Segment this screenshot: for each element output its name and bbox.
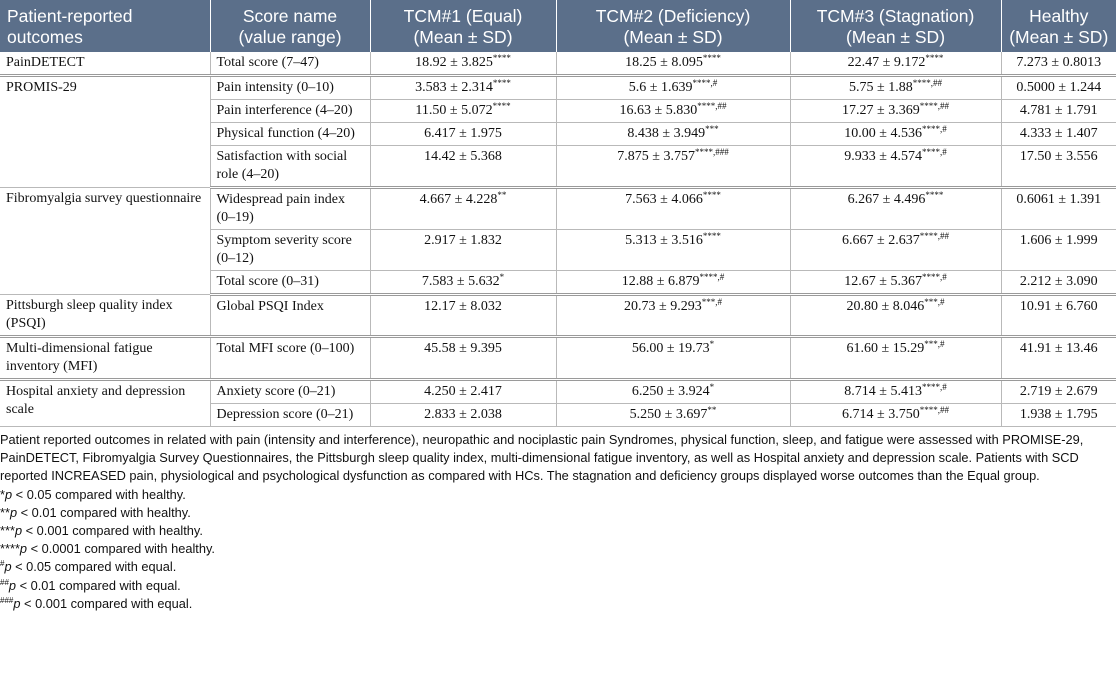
tcm3-value-cell bbox=[790, 337, 1001, 380]
footnote-line bbox=[0, 486, 1116, 504]
p-symbol: p bbox=[14, 523, 23, 539]
tcm3-significance: **** bbox=[925, 53, 944, 63]
tcm3-significance: ****,## bbox=[919, 101, 949, 111]
p-symbol: p bbox=[4, 486, 13, 502]
tcm2-value: 7.563 ± 4.066 bbox=[625, 192, 703, 207]
tcm1-value: 45.58 ± 9.395 bbox=[424, 341, 502, 356]
tcm2-significance: **** bbox=[702, 190, 721, 200]
outcome-cell: Pittsburgh sleep quality index (PSQI) bbox=[0, 295, 210, 337]
header-tcm3-line1: TCM#3 (Stagnation) bbox=[816, 6, 975, 26]
tcm3-value: 20.80 ± 8.046 bbox=[846, 299, 925, 314]
tcm2-value-cell bbox=[556, 230, 790, 271]
tcm3-significance: **** bbox=[925, 190, 944, 200]
tcm3-significance: ****,# bbox=[921, 272, 947, 282]
tcm3-significance: ****,## bbox=[912, 78, 942, 88]
tcm3-value-cell bbox=[790, 230, 1001, 271]
tcm1-value-cell bbox=[370, 380, 556, 404]
footnote-line bbox=[0, 540, 1116, 558]
healthy-value-cell: 0.6061 ± 1.391 bbox=[1001, 188, 1116, 230]
tcm2-value-cell bbox=[556, 146, 790, 188]
tcm1-value-cell bbox=[370, 295, 556, 337]
footnote-mark: ** bbox=[0, 504, 10, 520]
tcm2-value-cell bbox=[556, 52, 790, 76]
tcm3-value-cell bbox=[790, 188, 1001, 230]
p-symbol: p bbox=[9, 504, 18, 520]
header-score-line2: (value range) bbox=[238, 27, 342, 47]
table-row bbox=[0, 295, 1116, 337]
footnote-text: < 0.05 compared with healthy. bbox=[12, 486, 186, 502]
tcm2-value: 5.313 ± 3.516 bbox=[625, 233, 703, 248]
footnote-line bbox=[0, 504, 1116, 522]
tcm3-value: 12.67 ± 5.367 bbox=[844, 274, 922, 289]
tcm1-significance: ** bbox=[497, 190, 507, 200]
tcm3-value-cell bbox=[790, 271, 1001, 295]
healthy-value-cell: 2.212 ± 3.090 bbox=[1001, 271, 1116, 295]
tcm3-value-cell bbox=[790, 146, 1001, 188]
score-name-cell: Pain interference (4–20) bbox=[210, 100, 370, 123]
tcm1-significance: **** bbox=[492, 53, 511, 63]
footnote-mark: ### bbox=[0, 595, 14, 605]
footnote-line bbox=[0, 522, 1116, 540]
table-body bbox=[0, 52, 1116, 427]
healthy-value-cell: 4.781 ± 1.791 bbox=[1001, 100, 1116, 123]
tcm2-value-cell bbox=[556, 123, 790, 146]
tcm1-value: 6.417 ± 1.975 bbox=[424, 126, 502, 141]
tcm1-value-cell bbox=[370, 337, 556, 380]
tcm1-value-cell bbox=[370, 230, 556, 271]
tcm1-value: 12.17 ± 8.032 bbox=[424, 299, 502, 314]
header-tcm2-line2: (Mean ± SD) bbox=[623, 27, 723, 47]
tcm3-value: 5.75 ± 1.88 bbox=[849, 80, 913, 95]
header-tcm3-line2: (Mean ± SD) bbox=[845, 27, 946, 47]
footnote-mark: * bbox=[0, 486, 5, 502]
header-score-name bbox=[210, 0, 370, 52]
header-outcomes-line1: Patient-reported bbox=[7, 6, 133, 26]
tcm3-significance: ****,# bbox=[921, 382, 947, 392]
tcm3-value: 17.27 ± 3.369 bbox=[842, 103, 920, 118]
tcm2-value-cell bbox=[556, 380, 790, 404]
tcm2-significance: * bbox=[709, 382, 715, 392]
footnote-text: < 0.0001 compared with healthy. bbox=[27, 541, 215, 557]
p-symbol: p bbox=[4, 559, 12, 575]
tcm3-value: 6.267 ± 4.496 bbox=[847, 192, 926, 207]
tcm3-value-cell bbox=[790, 76, 1001, 100]
p-symbol: p bbox=[8, 577, 17, 593]
tcm2-value: 6.250 ± 3.924 bbox=[631, 384, 710, 399]
score-name-cell: Total MFI score (0–100) bbox=[210, 337, 370, 380]
footnote-mark: *** bbox=[0, 523, 15, 539]
header-score-line1: Score name bbox=[242, 6, 338, 26]
score-name-cell: Physical function (4–20) bbox=[210, 123, 370, 146]
tcm2-significance: ****,# bbox=[699, 272, 725, 282]
score-name-cell: Satisfaction with social role (4–20) bbox=[210, 146, 370, 188]
tcm1-significance: **** bbox=[492, 78, 511, 88]
healthy-value-cell: 1.938 ± 1.795 bbox=[1001, 404, 1116, 427]
tcm3-value-cell bbox=[790, 295, 1001, 337]
tcm2-significance: **** bbox=[702, 231, 721, 241]
healthy-value-cell: 4.333 ± 1.407 bbox=[1001, 123, 1116, 146]
footnote-mark: # bbox=[0, 559, 5, 569]
tcm2-value-cell bbox=[556, 100, 790, 123]
tcm3-value: 61.60 ± 15.29 bbox=[846, 341, 925, 356]
tcm1-value-cell bbox=[370, 100, 556, 123]
tcm1-value: 14.42 ± 5.368 bbox=[424, 149, 502, 164]
tcm2-significance: *** bbox=[705, 124, 719, 134]
header-row bbox=[0, 0, 1116, 52]
p-symbol: p bbox=[13, 595, 21, 611]
tcm2-significance: ****,### bbox=[694, 147, 729, 157]
tcm2-value: 20.73 ± 9.293 bbox=[624, 299, 702, 314]
header-tcm2-line1: TCM#2 (Deficiency) bbox=[595, 6, 751, 26]
score-name-cell: Widespread pain index (0–19) bbox=[210, 188, 370, 230]
tcm1-significance: * bbox=[499, 272, 505, 282]
tcm2-value: 12.88 ± 6.879 bbox=[621, 274, 700, 289]
score-name-cell: Total score (0–31) bbox=[210, 271, 370, 295]
footnote-text: < 0.01 compared with healthy. bbox=[17, 504, 191, 520]
tcm2-value: 5.6 ± 1.639 bbox=[628, 80, 693, 95]
tcm1-value-cell bbox=[370, 271, 556, 295]
footnote-line bbox=[0, 595, 1116, 613]
healthy-value-cell: 0.5000 ± 1.244 bbox=[1001, 76, 1116, 100]
tcm2-value-cell bbox=[556, 404, 790, 427]
footnote-line bbox=[0, 558, 1116, 576]
score-name-cell: Total score (7–47) bbox=[210, 52, 370, 76]
tcm2-value: 18.25 ± 8.095 bbox=[625, 55, 703, 70]
healthy-value-cell: 7.273 ± 0.8013 bbox=[1001, 52, 1116, 76]
significance-notes bbox=[0, 486, 1116, 613]
tcm2-significance: ** bbox=[707, 405, 717, 415]
footnote-text: < 0.05 compared with equal. bbox=[11, 559, 177, 575]
tcm2-value: 16.63 ± 5.830 bbox=[619, 103, 698, 118]
table-row bbox=[0, 337, 1116, 380]
outcome-cell: PROMIS-29 bbox=[0, 76, 210, 188]
header-healthy-line2: (Mean ± SD) bbox=[1009, 27, 1109, 47]
score-name-cell: Pain intensity (0–10) bbox=[210, 76, 370, 100]
tcm3-value-cell bbox=[790, 380, 1001, 404]
healthy-value-cell: 2.719 ± 2.679 bbox=[1001, 380, 1116, 404]
tcm2-significance: **** bbox=[702, 53, 721, 63]
outcome-cell: Fibromyalgia survey questionnaire bbox=[0, 188, 210, 295]
score-name-cell: Depression score (0–21) bbox=[210, 404, 370, 427]
tcm1-value: 4.250 ± 2.417 bbox=[424, 384, 502, 399]
tcm1-value: 18.92 ± 3.825 bbox=[415, 55, 493, 70]
header-tcm1 bbox=[370, 0, 556, 52]
outcome-cell: PainDETECT bbox=[0, 52, 210, 76]
tcm2-value-cell bbox=[556, 76, 790, 100]
footnote-text: < 0.01 compared with equal. bbox=[16, 577, 181, 593]
tcm1-significance: **** bbox=[492, 101, 511, 111]
tcm2-significance: ****,# bbox=[692, 78, 718, 88]
tcm2-value-cell bbox=[556, 188, 790, 230]
tcm3-significance: ****,## bbox=[919, 405, 949, 415]
header-outcomes-line2: outcomes bbox=[7, 27, 83, 47]
healthy-value-cell: 10.91 ± 6.760 bbox=[1001, 295, 1116, 337]
healthy-value-cell: 41.91 ± 13.46 bbox=[1001, 337, 1116, 380]
tcm3-significance: ****,## bbox=[919, 231, 949, 241]
footnote-mark: **** bbox=[0, 541, 20, 557]
tcm3-value-cell bbox=[790, 123, 1001, 146]
table-header bbox=[0, 0, 1116, 52]
tcm3-value-cell bbox=[790, 404, 1001, 427]
tcm2-value-cell bbox=[556, 295, 790, 337]
p-symbol: p bbox=[19, 541, 28, 557]
tcm2-significance: ***,# bbox=[701, 297, 722, 307]
tcm3-value: 6.714 ± 3.750 bbox=[842, 407, 920, 422]
tcm1-value: 3.583 ± 2.314 bbox=[415, 80, 493, 95]
tcm1-value-cell bbox=[370, 146, 556, 188]
score-name-cell: Symptom severity score (0–12) bbox=[210, 230, 370, 271]
tcm1-value-cell bbox=[370, 404, 556, 427]
header-healthy-line1: Healthy bbox=[1029, 6, 1089, 26]
tcm1-value-cell bbox=[370, 123, 556, 146]
tcm1-value: 2.833 ± 2.038 bbox=[424, 407, 502, 422]
tcm3-value: 8.714 ± 5.413 bbox=[844, 384, 922, 399]
tcm2-value: 7.875 ± 3.757 bbox=[617, 149, 695, 164]
table-row bbox=[0, 52, 1116, 76]
footnote-text: < 0.001 compared with healthy. bbox=[22, 523, 203, 539]
header-healthy bbox=[1001, 0, 1116, 52]
tcm3-value: 10.00 ± 4.536 bbox=[844, 126, 922, 141]
tcm3-significance: ***,# bbox=[924, 297, 945, 307]
header-outcomes bbox=[0, 0, 210, 52]
footnote-line bbox=[0, 577, 1116, 595]
tcm2-significance: ****,## bbox=[697, 101, 727, 111]
tcm3-value: 22.47 ± 9.172 bbox=[847, 55, 926, 70]
tcm1-value-cell bbox=[370, 188, 556, 230]
tcm3-value: 9.933 ± 4.574 bbox=[844, 149, 922, 164]
header-tcm3 bbox=[790, 0, 1001, 52]
table-footnote bbox=[0, 427, 1116, 613]
tcm3-value: 6.667 ± 2.637 bbox=[842, 233, 920, 248]
outcome-cell: Hospital anxiety and depression scale bbox=[0, 380, 210, 427]
tcm3-value-cell bbox=[790, 52, 1001, 76]
header-tcm1-line2: (Mean ± SD) bbox=[413, 27, 513, 47]
footnote-paragraph: Patient reported outcomes in related with pain (intensity and interference), neuropathic and nociplastic pain Syndromes, physical function, sleep, and fatigue were assessed with PROMISE-29, PainDETECT, Fibromyalgia Survey Questionnaires, the Pittsburgh sleep quality index, multi-dimensional fatigue inventory, as well as Hospital anxiety and depression scale. Patients with SCD reported INCREASED pain, physiological and psychological dysfunction as compared with HCs. The stagnation and deficiency groups displayed worse outcomes than the Equal group. bbox=[0, 432, 1084, 484]
tcm3-significance: ****,# bbox=[921, 147, 947, 157]
tcm2-value: 8.438 ± 3.949 bbox=[627, 126, 706, 141]
footnote-text: < 0.001 compared with equal. bbox=[20, 595, 193, 611]
table-row bbox=[0, 76, 1116, 100]
table-row bbox=[0, 188, 1116, 230]
healthy-value-cell: 17.50 ± 3.556 bbox=[1001, 146, 1116, 188]
tcm1-value-cell bbox=[370, 52, 556, 76]
table-row bbox=[0, 380, 1116, 404]
tcm2-value-cell bbox=[556, 337, 790, 380]
tcm3-significance: ***,# bbox=[924, 339, 945, 349]
tcm3-value-cell bbox=[790, 100, 1001, 123]
tcm1-value-cell bbox=[370, 76, 556, 100]
score-name-cell: Anxiety score (0–21) bbox=[210, 380, 370, 404]
tcm2-value: 56.00 ± 19.73 bbox=[631, 341, 710, 356]
score-name-cell: Global PSQI Index bbox=[210, 295, 370, 337]
tcm2-value: 5.250 ± 3.697 bbox=[629, 407, 708, 422]
healthy-value-cell: 1.606 ± 1.999 bbox=[1001, 230, 1116, 271]
tcm1-value: 4.667 ± 4.228 bbox=[419, 192, 498, 207]
footnote-mark: ## bbox=[0, 577, 9, 587]
tcm2-value-cell bbox=[556, 271, 790, 295]
tcm1-value: 11.50 ± 5.072 bbox=[415, 103, 493, 118]
tcm2-significance: * bbox=[709, 339, 715, 349]
header-tcm2 bbox=[556, 0, 790, 52]
tcm3-significance: ****,# bbox=[921, 124, 947, 134]
header-tcm1-line1: TCM#1 (Equal) bbox=[403, 6, 523, 26]
tcm1-value: 2.917 ± 1.832 bbox=[424, 233, 502, 248]
tcm1-value: 7.583 ± 5.632 bbox=[421, 274, 500, 289]
outcome-cell: Multi-dimensional fatigue inventory (MFI) bbox=[0, 337, 210, 380]
